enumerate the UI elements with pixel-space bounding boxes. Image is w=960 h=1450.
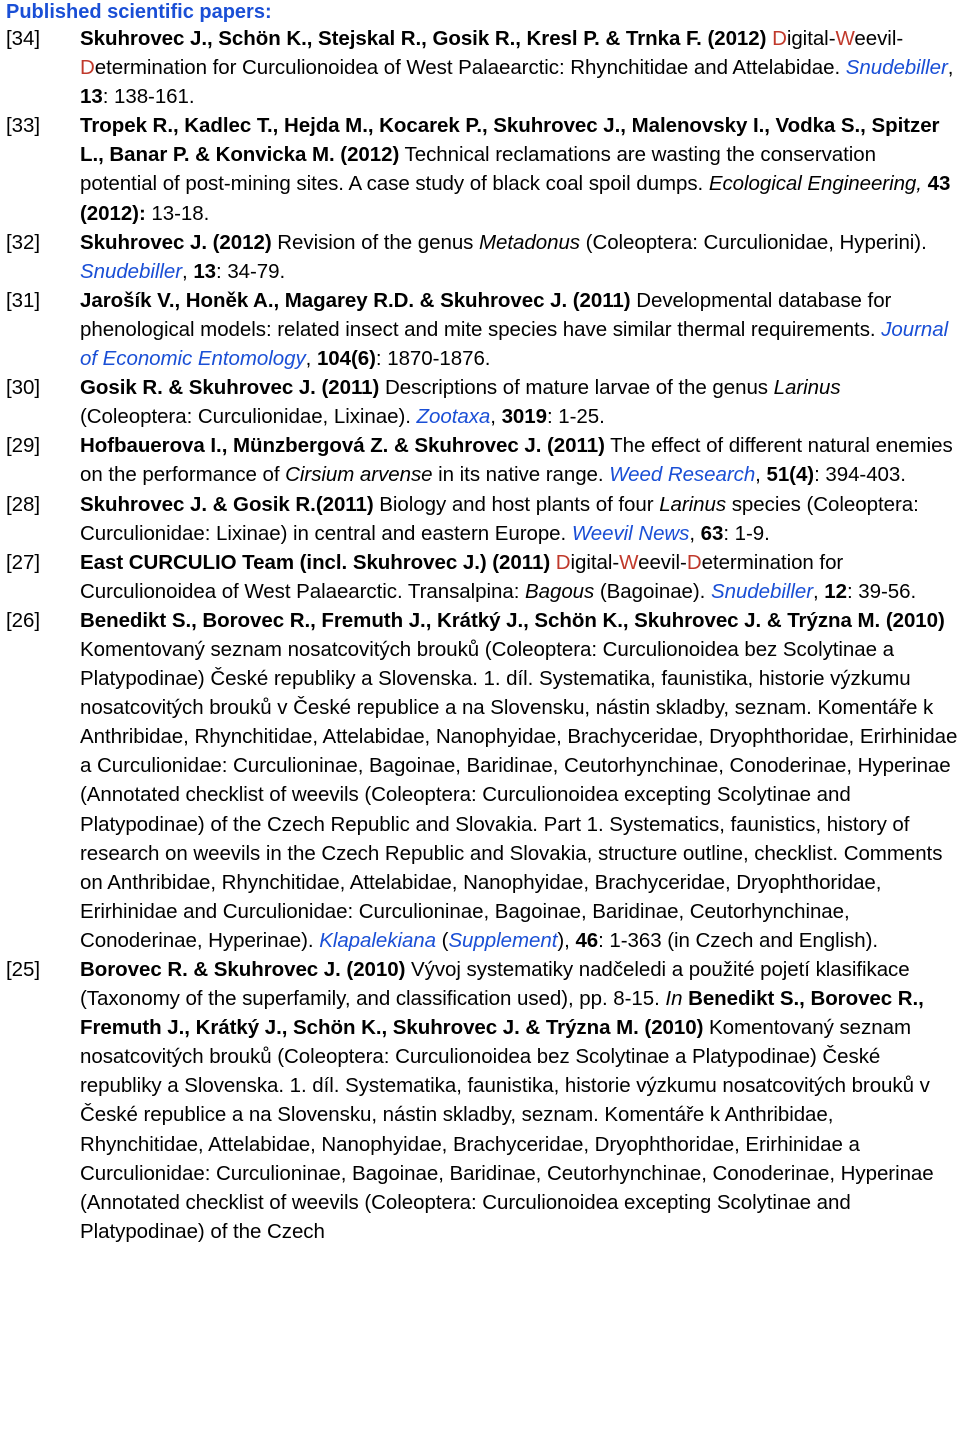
publication-entry xyxy=(6,286,958,373)
citation-authors-bold: 43 (2012): xyxy=(80,172,951,225)
highlighted-initial: D xyxy=(555,550,571,574)
journal-name: Weevil News xyxy=(571,521,690,545)
citation-authors-bold: Skuhrovec J. & Gosik R.(2011) xyxy=(80,492,374,516)
citation-authors-bold: 13 xyxy=(80,85,103,109)
entry-citation xyxy=(80,286,958,373)
entry-citation xyxy=(80,431,958,489)
entry-citation xyxy=(80,606,958,955)
citation-text: Technical reclamations are wasting the conservation potential of post-mining sites. A case study of black coal spoil dumps. xyxy=(80,143,877,196)
journal-name: Weed Research xyxy=(609,463,756,487)
citation-text: , xyxy=(947,56,954,80)
entry-number: [34] xyxy=(6,27,40,50)
entry-citation xyxy=(80,228,958,286)
journal-name: Snudebiller xyxy=(80,259,183,283)
citation-text: , xyxy=(755,463,767,487)
citation-text: igital- xyxy=(786,27,836,50)
citation-italic: Metadonus xyxy=(479,230,581,254)
citation-text: 13-18. xyxy=(145,201,210,225)
citation-italic: Bagous xyxy=(525,579,595,603)
publication-list xyxy=(6,24,958,1246)
citation-authors-bold: East CURCULIO Team (incl. Skuhrovec J.) (2011) xyxy=(80,550,551,574)
citation-authors-bold: Jarošík V., Honěk A., Magarey R.D. & Skuhrovec J. (2011) xyxy=(80,288,631,312)
citation-italic: Ecological Engineering, xyxy=(708,172,922,196)
citation-authors-bold: 104(6) xyxy=(316,347,376,371)
highlighted-initial: D xyxy=(686,550,702,574)
citation-text: , xyxy=(813,579,825,603)
citation-authors-bold: 3019 xyxy=(501,405,547,429)
citation-text: ( xyxy=(436,928,449,952)
entry-citation xyxy=(80,955,958,1246)
publication-entry xyxy=(6,373,958,431)
citation-authors-bold: 12 xyxy=(824,579,847,603)
citation-italic: Larinus xyxy=(659,492,727,516)
publication-entry xyxy=(6,228,958,286)
citation-text: The effect of different natural enemies on the performance of xyxy=(80,434,953,487)
highlighted-initial: D xyxy=(772,27,787,50)
journal-name: Snudebiller xyxy=(845,56,948,80)
citation-text: (Coleoptera: Curculionidae, Lixinae). xyxy=(80,405,417,429)
entry-number: [26] xyxy=(6,608,40,632)
citation-text: ), xyxy=(557,928,576,952)
journal-name: Klapalekiana xyxy=(319,928,436,952)
publication-entry xyxy=(6,606,958,955)
citation-italic: Larinus xyxy=(773,376,841,400)
highlighted-initial: W xyxy=(619,550,639,574)
citation-text: , xyxy=(182,259,194,283)
citation-text: Vývoj systematiky nadčeledi a použité pojetí klasifikace (Taxonomy of the superfamily, and classification used), pp. 8-15. xyxy=(80,958,910,1011)
citation-text: (Coleoptera: Curculionidae, Hyperini). xyxy=(580,230,927,254)
entry-number: [27] xyxy=(6,550,40,574)
citation-authors-bold: 63 xyxy=(700,521,724,545)
citation-authors-bold: Benedikt S., Borovec R., Fremuth J., Krátký J., Schön K., Skuhrovec J. & Trýzna M. (2010) xyxy=(80,987,924,1040)
citation-authors-bold: 46 xyxy=(575,928,599,952)
entry-citation xyxy=(80,490,958,548)
citation-text: etermination for Curculionoidea of West Palaearctic: Rhynchitidae and Attelabidae. xyxy=(94,56,846,80)
entry-citation xyxy=(80,373,958,431)
citation-italic: In xyxy=(665,987,683,1011)
citation-text: Komentovaný seznam nosatcovitých brouků (Coleoptera: Curculionoidea bez Scolytinae a Platypodinae) České republiky a Slovenska. 1. díl. Systematika, faunistika, historie výzkumu nosatcovitých brouků v České republice a na Slovensku, nástin skladby, seznam. Komentáře k Anthribidae, Rhynchitidae, Attelabidae, Nanophyidae, Brachyceridae, Dryophthoridae, Erirhinidae a Curculionidae: Curculioninae, Bagoinae, Baridinae, Ceutorhynchinae, Conoderinae, Hyperinae (Annotated checklist of weevils (Coleoptera: Curculionoidea excepting Scolytinae and Platypodinae) of the Czech Republic and Slovakia. Part 1. Systematics, faunistics, history of research on weevils in the Czech Republic and Slovakia, structure outline, checklist. Comments on Anthribidae, Rhynchitidae, Attelabidae, Nanophyidae, Brachyceridae, Dryophthoridae, Erirhinidae and Curculionidae: Curculioninae, Bagoinae, Baridinae, Ceutorhynchinae, Conoderinae, Hyperinae). xyxy=(80,637,958,952)
journal-name: Zootaxa xyxy=(416,405,491,429)
citation-text: species (Coleoptera: Curculionidae: Lixinae) in central and eastern Europe. xyxy=(80,492,919,545)
citation-text: : 1-9. xyxy=(723,521,770,545)
entry-number: [32] xyxy=(6,230,40,254)
entry-citation xyxy=(80,548,958,606)
entry-number: [28] xyxy=(6,492,40,516)
citation-text: : 39-56. xyxy=(847,579,917,603)
citation-text: : 138-161. xyxy=(102,85,195,109)
entry-citation xyxy=(80,111,958,227)
publication-entry xyxy=(6,431,958,489)
citation-italic: Cirsium arvense xyxy=(285,463,433,487)
citation-text: Descriptions of mature larvae of the genus xyxy=(379,376,774,400)
entry-citation xyxy=(80,24,958,111)
citation-text: igital- xyxy=(570,550,620,574)
publication-entry xyxy=(6,490,958,548)
journal-name: Journal of Economic Entomology xyxy=(80,317,949,371)
entry-number: [25] xyxy=(6,958,40,981)
publication-entry xyxy=(6,955,958,1246)
citation-text: : 1870-1876. xyxy=(375,347,491,371)
journal-name: Supplement xyxy=(448,928,558,952)
citation-text: Komentovaný seznam nosatcovitých brouků (Coleoptera: Curculionoidea bez Scolytinae a Platypodinae) České republiky a Slovenska. 1. díl. Systematika, faunistika, historie výzkumu nosatcovitých brouků v České republice a na Slovensku, nástin skladby, seznam. Komentáře k Anthribidae, Rhynchitidae, Attelabidae, Nanophyidae, Brachyceridae, Dryophthoridae, Erirhinidae a Curculionidae: Curculioninae, Bagoinae, Baridinae, Ceutorhynchinae, Conoderinae, Hyperinae (Annotated checklist of weevils (Coleoptera: Curculionoidea excepting Scolytinae and Platypodinae) of the Czech xyxy=(80,1016,934,1243)
entry-number: [31] xyxy=(6,288,40,312)
citation-text: , xyxy=(490,405,502,429)
citation-authors-bold: Tropek R., Kadlec T., Hejda M., Kocarek P., Skuhrovec J., Malenovsky I., Vodka S., Spitzer L., Banar P. & Konvicka M. (2012) xyxy=(80,114,940,167)
citation-authors-bold: Skuhrovec J., Schön K., Stejskal R., Gosik R., Kresl P. & Trnka F. (2012) xyxy=(80,27,767,50)
citation-authors-bold: 51(4) xyxy=(766,463,815,487)
citation-text: etermination for Curculionoidea of West Palaearctic. Transalpina: xyxy=(80,550,844,603)
citation-text: : 1-363 (in Czech and English). xyxy=(598,928,879,952)
citation-authors-bold: Skuhrovec J. (2012) xyxy=(80,230,272,254)
entry-number: [33] xyxy=(6,114,40,138)
citation-authors-bold: Benedikt S., Borovec R., Fremuth J., Krátký J., Schön K., Skuhrovec J. & Trýzna M. (2010) xyxy=(80,608,945,632)
journal-name: Snudebiller xyxy=(710,579,813,603)
citation-text: Biology and host plants of four xyxy=(373,492,660,516)
citation-authors-bold: 13 xyxy=(193,259,217,283)
entry-number: [30] xyxy=(6,376,40,400)
citation-text: in its native range. xyxy=(432,463,610,487)
citation-text: eevil- xyxy=(638,550,687,574)
citation-text: Developmental database for phenological models: related insect and mite species have similar thermal requirements. xyxy=(80,288,892,341)
highlighted-initial: D xyxy=(80,56,95,80)
publication-entry xyxy=(6,548,958,606)
citation-text: : 1-25. xyxy=(546,405,605,429)
citation-text: : 34-79. xyxy=(216,259,286,283)
citation-authors-bold: Hofbauerova I., Münzbergová Z. & Skuhrovec J. (2011) xyxy=(80,434,605,458)
citation-authors-bold: Borovec R. & Skuhrovec J. (2010) xyxy=(80,958,406,981)
citation-text: eevil- xyxy=(854,27,904,50)
citation-text: Revision of the genus xyxy=(271,230,480,254)
citation-text: , xyxy=(305,347,317,371)
section-heading: Published scientific papers: xyxy=(6,1,272,23)
citation-authors-bold: Gosik R. & Skuhrovec J. (2011) xyxy=(80,376,380,400)
citation-text: (Bagoinae). xyxy=(594,579,711,603)
publication-entry xyxy=(6,24,958,111)
publication-entry xyxy=(6,111,958,227)
citation-text: : 394-403. xyxy=(814,463,906,487)
highlighted-initial: W xyxy=(835,27,855,50)
entry-number: [29] xyxy=(6,434,40,458)
citation-text: , xyxy=(689,521,701,545)
